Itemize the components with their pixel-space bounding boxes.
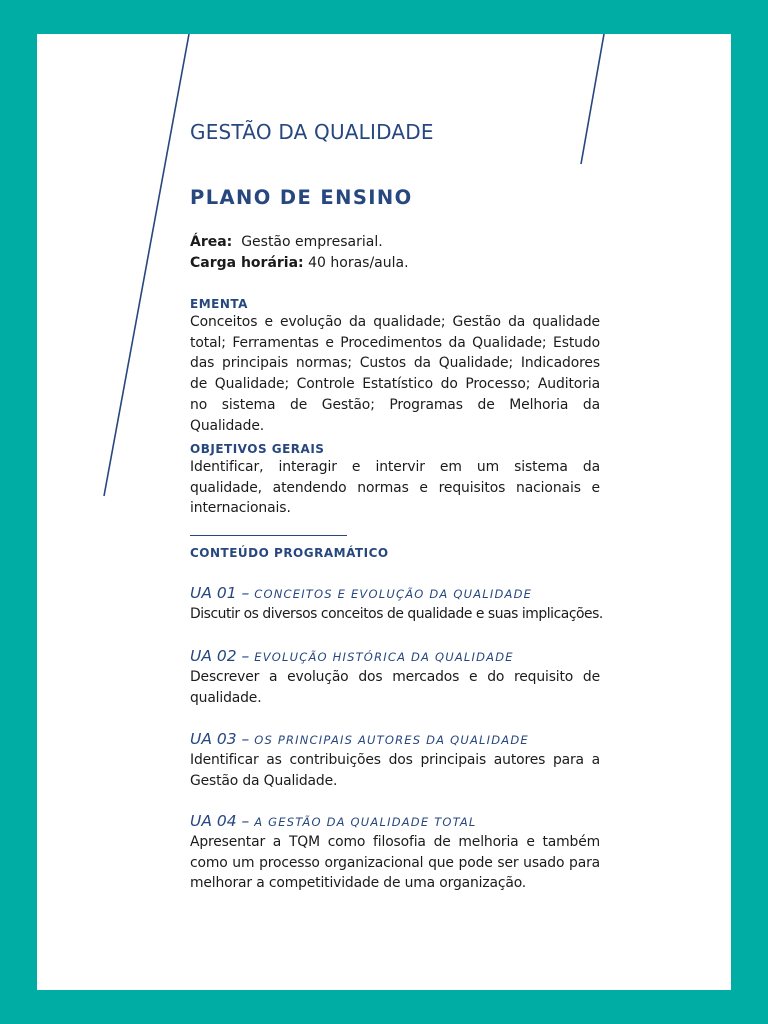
- objetivos-heading: OBJETIVOS GERAIS: [190, 442, 325, 456]
- unit-ua02: [190, 646, 600, 708]
- unit-title: [190, 583, 600, 604]
- workload-row: [190, 253, 600, 274]
- unit-ua04: [190, 811, 600, 894]
- unit-name: OS PRINCIPAIS AUTORES DA QUALIDADE: [254, 733, 529, 747]
- ementa-text: Conceitos e evolução da qualidade; Gestão da qualidade total; Ferramentas e Procedimentos da Qualidade; Estudo das principais normas; Custos da Qualidade; Indicadores de Qualidade; Controle Estatístico do Processo; Auditoria no sistema de Gestão; Programas de Melhoria da Qualidade.: [190, 314, 600, 434]
- unit-description: Apresentar a TQM como filosofia de melhoria e também como um processo organizacional que pode ser usado para melhorar a competitividade de uma organização.: [190, 834, 600, 892]
- unit-dash: –: [241, 812, 250, 830]
- unit-code: UA 02: [190, 647, 237, 665]
- unit-dash: –: [241, 730, 250, 748]
- unit-title: [190, 646, 600, 667]
- ementa-heading: EMENTA: [190, 297, 248, 311]
- workload-label: Carga horária:: [190, 255, 304, 271]
- unit-ua01: [190, 583, 603, 625]
- unit-code: UA 03: [190, 730, 237, 748]
- unit-title: [190, 729, 600, 750]
- course-title: GESTÃO DA QUALIDADE: [190, 120, 434, 144]
- objetivos-section: [190, 441, 600, 519]
- area-row: [190, 232, 600, 253]
- unit-dash: –: [241, 584, 250, 602]
- objetivos-text: Identificar, interagir e intervir em um sistema da qualidade, atendendo normas e requisitos nacionais e internacionais.: [190, 459, 600, 517]
- unit-title: [190, 811, 600, 832]
- unit-description: Identificar as contribuições dos principais autores para a Gestão da Qualidade.: [190, 752, 600, 789]
- conteudo-heading: CONTEÚDO PROGRAMÁTICO: [190, 546, 389, 560]
- unit-dash: –: [241, 647, 250, 665]
- ementa-section: [190, 296, 600, 436]
- unit-description: Descrever a evolução dos mercados e do requisito de qualidade.: [190, 669, 600, 706]
- plan-title: PLANO DE ENSINO: [190, 186, 413, 209]
- workload-value: 40 horas/aula.: [308, 255, 409, 271]
- unit-ua03: [190, 729, 600, 791]
- unit-name: CONCEITOS E EVOLUÇÃO DA QUALIDADE: [254, 587, 533, 601]
- unit-code: UA 04: [190, 812, 237, 830]
- unit-name: EVOLUÇÃO HISTÓRICA DA QUALIDADE: [254, 650, 514, 664]
- area-label: Área:: [190, 234, 233, 250]
- unit-name: A GESTÃO DA QUALIDADE TOTAL: [254, 815, 477, 829]
- unit-code: UA 01: [190, 584, 237, 602]
- section-divider: [190, 535, 347, 536]
- unit-description: Discutir os diversos conceitos de qualidade e suas implicações.: [190, 606, 603, 622]
- course-meta: [190, 232, 600, 274]
- area-value: Gestão empresarial.: [241, 234, 383, 250]
